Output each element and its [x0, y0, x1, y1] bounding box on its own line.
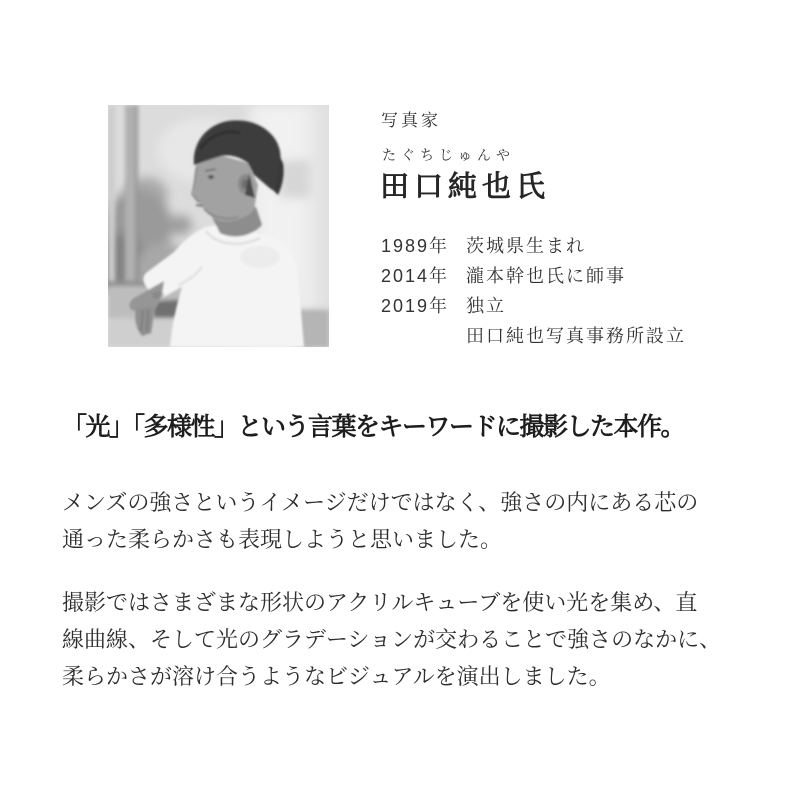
description-paragraph-2 — [62, 584, 721, 695]
timeline-event: 茨城県生まれ — [466, 236, 586, 256]
photographer-portrait-photo — [108, 105, 329, 347]
paragraph-line: メンズの強さというイメージだけではなく、強さの内にある芯の — [62, 490, 699, 515]
description-paragraph-1 — [62, 484, 698, 558]
paragraph-line: 撮影ではさまざまな形状のアクリルキューブを使い光を集め、直 — [62, 590, 698, 615]
timeline-row — [381, 231, 686, 261]
profile-name: 田口純也氏 — [380, 171, 551, 203]
paragraph-line: 柔らかさが溶け合うようなビジュアルを演出しました。 — [62, 664, 611, 689]
portrait-photo-graphic — [108, 105, 329, 347]
timeline-year: 2019年 — [381, 296, 450, 316]
timeline-year: 2014年 — [381, 266, 450, 286]
timeline-event: 田口純也写真事務所設立 — [466, 326, 686, 346]
timeline-row — [381, 291, 686, 321]
work-concept-headline: 「光」「多様性」という言葉をキーワードに撮影した本作。 — [62, 413, 685, 441]
timeline-row — [381, 321, 686, 351]
profile-role-label: 写真家 — [381, 111, 441, 130]
profile-name-furigana: たぐちじゅんや — [382, 147, 515, 163]
paragraph-line: 線曲線、そして光のグラデーションが交わることで強さのなかに、 — [62, 627, 722, 652]
timeline-year — [381, 321, 466, 351]
career-timeline — [381, 231, 686, 351]
timeline-event: 瀧本幹也氏に師事 — [466, 266, 626, 286]
timeline-row — [381, 261, 686, 291]
timeline-year: 1989年 — [381, 236, 450, 256]
timeline-event: 独立 — [466, 296, 506, 316]
paragraph-line: 通った柔らかさも表現しようと思いました。 — [62, 527, 503, 552]
